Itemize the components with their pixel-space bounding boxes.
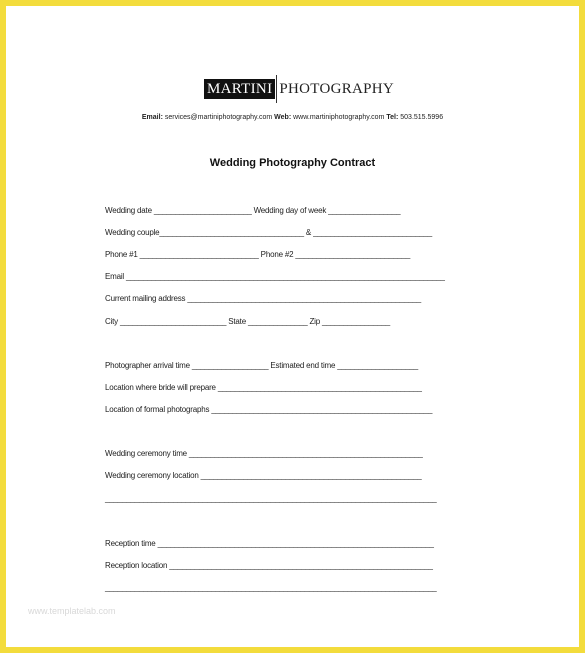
wedding-day-of-week-field[interactable]: Wedding day of week _________________ — [251, 206, 401, 215]
bride-prepare-location-field[interactable]: Location where bride will prepare ________________________________________________ — [105, 383, 422, 392]
mailing-address-line — [105, 294, 421, 303]
web-value: www.martiniphotography.com — [293, 114, 385, 121]
contact-line — [6, 114, 579, 121]
email-line — [105, 272, 445, 281]
wedding-date-line — [105, 206, 400, 215]
ceremony-extra-field[interactable]: ______________________________________________________________________________ — [105, 494, 437, 503]
reception-extra-line — [105, 583, 436, 592]
logo-martini: MARTINI — [204, 79, 275, 99]
wedding-couple-field[interactable]: Wedding couple__________________________________ & ____________________________ — [105, 228, 433, 237]
phone-2-field[interactable]: Phone #2 ___________________________ — [258, 250, 411, 259]
mailing-address-field[interactable]: Current mailing address _______________________________________________________ — [105, 294, 422, 303]
phone-line — [105, 250, 410, 259]
email-value: services@martiniphotography.com — [164, 114, 273, 121]
phone-1-field[interactable]: Phone #1 ____________________________ — [105, 250, 259, 259]
reception-time-line — [105, 539, 434, 548]
tel-label: Tel: — [386, 114, 399, 121]
zip-field[interactable]: Zip ________________ — [307, 317, 390, 326]
reception-time-field[interactable]: Reception time _________________________________________________________________ — [105, 539, 434, 548]
document-page — [6, 6, 579, 647]
formal-photos-location-field[interactable]: Location of formal photographs ____________________________________________________ — [105, 405, 433, 414]
arrival-time-line — [105, 361, 418, 370]
reception-extra-field[interactable]: ______________________________________________________________________________ — [105, 583, 437, 592]
city-state-zip-line — [105, 317, 390, 326]
email-field[interactable]: Email ___________________________________________________________________________ — [105, 272, 445, 281]
city-field[interactable]: City _________________________ — [105, 317, 227, 326]
contract-title: Wedding Photography Contract — [209, 157, 376, 169]
web-label: Web: — [274, 114, 292, 121]
email-label: Email: — [141, 114, 163, 121]
logo-photography: PHOTOGRAPHY — [279, 80, 395, 97]
formal-photos-line — [105, 405, 432, 414]
ceremony-time-field[interactable]: Wedding ceremony time _______________________________________________________ — [105, 449, 423, 458]
tel-value: 503.515.5996 — [400, 114, 444, 121]
logo-divider — [276, 75, 277, 103]
reception-location-line — [105, 561, 433, 570]
ceremony-extra-line — [105, 494, 436, 503]
arrival-time-field[interactable]: Photographer arrival time __________________ — [105, 361, 269, 370]
state-field[interactable]: State ______________ — [226, 317, 308, 326]
reception-location-field[interactable]: Reception location ______________________________________________________________ — [105, 561, 433, 570]
watermark: www.templatelab.com — [28, 606, 116, 616]
end-time-field[interactable]: Estimated end time ___________________ — [268, 361, 419, 370]
ceremony-location-field[interactable]: Wedding ceremony location ____________________________________________________ — [105, 471, 422, 480]
wedding-date-field[interactable]: Wedding date _______________________ — [105, 206, 252, 215]
company-logo — [204, 75, 394, 103]
bride-prepare-line — [105, 383, 422, 392]
wedding-couple-line — [105, 228, 432, 237]
ceremony-time-line — [105, 449, 423, 458]
ceremony-location-line — [105, 471, 422, 480]
